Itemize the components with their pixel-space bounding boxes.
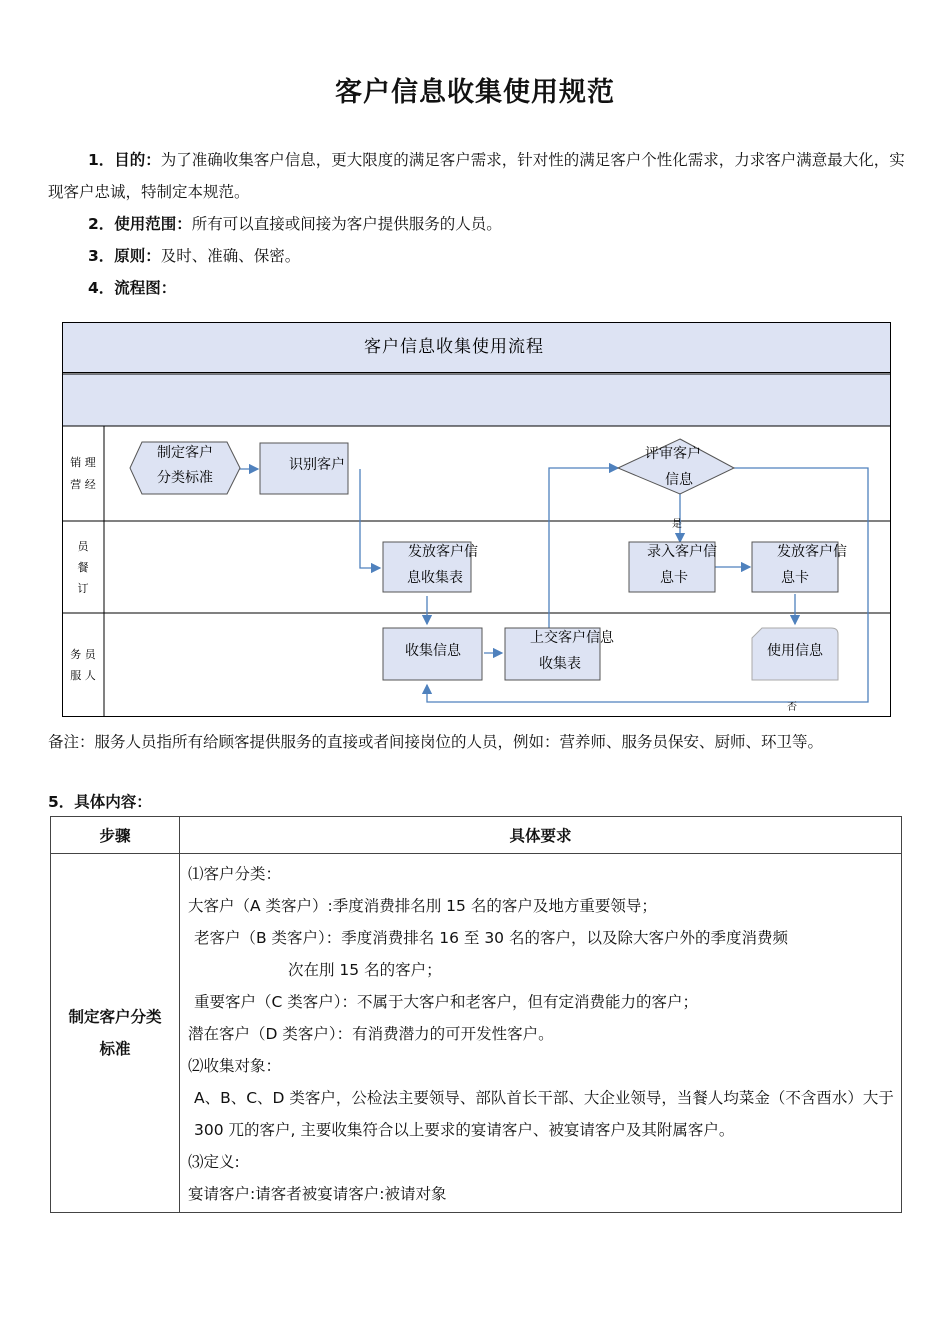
svg-text:销 理: 销 理 xyxy=(70,456,96,469)
node-identify-customer xyxy=(260,443,348,494)
svg-text:录入客户信: 录入客户信 xyxy=(647,544,717,560)
svg-text:息收集表: 息收集表 xyxy=(407,570,463,586)
svg-text:营 经: 营 经 xyxy=(70,478,96,491)
header-step: 步骤 xyxy=(51,817,180,854)
purpose-paragraph xyxy=(48,144,908,208)
svg-text:息卡: 息卡 xyxy=(781,570,809,586)
svg-text:服 人: 服 人 xyxy=(70,669,96,682)
svg-text:息卡: 息卡 xyxy=(660,570,688,586)
req-line: 宴请客户:请客者被宴请客户:被请对象 xyxy=(188,1185,447,1203)
page-title: 客户信息收集使用规范 xyxy=(335,77,615,108)
step-line: 标准 xyxy=(99,1040,131,1058)
svg-text:制定客户: 制定客户 xyxy=(157,445,213,461)
req-line: 重要客户（C 类客户）：不属于大客户和老客户，但有定消费能力的客户； xyxy=(194,993,699,1011)
header-requirement: 具体要求 xyxy=(180,817,902,854)
svg-text:分类标准: 分类标准 xyxy=(157,470,213,486)
req-line: ⑵收集对象： xyxy=(188,1057,282,1075)
node-collect-info xyxy=(383,628,482,680)
principle-text: 及时、准确、保密。 xyxy=(160,247,301,265)
svg-text:发放客户信: 发放客户信 xyxy=(408,544,478,560)
content-table xyxy=(50,816,902,1213)
yes-label: 是 xyxy=(672,519,682,530)
table-header-row xyxy=(51,817,902,854)
node-distribute-form xyxy=(383,542,478,592)
note-paragraph: 备注：服务人员指所有给顾客提供服务的直接或者间接岗位的人员，例如：营养师、服务员保安、厨师、环卫等。 xyxy=(48,733,824,751)
lane-label-2 xyxy=(78,540,90,595)
step-cell xyxy=(51,854,180,1213)
flowchart-heading: 4．流程图： xyxy=(88,279,177,297)
req-line: 老客户（B 类客户）：季度消费排名 16 至 30 名的客户，以及除大客户外的季度消费频 xyxy=(194,929,788,947)
req-line: ⑴客户分类： xyxy=(188,865,282,883)
scope-paragraph xyxy=(48,208,908,240)
flowchart xyxy=(62,322,891,717)
purpose-text: 为了准确收集客户信息，更大限度的满足客户需求，针对性的满足客户个性化需求，力求客户满意最大化，实现客户忠诚，特制定本规范。 xyxy=(48,151,905,201)
req-line: 大客户（A 类客户）:季度消费排名刖 15 名的客户及地方重要领导； xyxy=(188,897,657,915)
scope-label: 2．使用范围： xyxy=(88,215,192,233)
svg-text:评审客户: 评审客户 xyxy=(645,446,701,462)
svg-text:员: 员 xyxy=(77,540,89,553)
svg-text:使用信息: 使用信息 xyxy=(767,643,823,659)
scope-text: 所有可以直接或间接为客户提供服务的人员。 xyxy=(191,215,502,233)
svg-text:上交客户信息: 上交客户信息 xyxy=(530,630,614,646)
req-line: ⑶定义: xyxy=(188,1153,240,1171)
req-line: A、B、C、D 类客户，公检法主要领导、部队首长干部、大企业领导，当餐人均菜金（不含酉水）大于 300 兀的客户, 主要收集符合以上要求的宴请客户、被宴请客户及其附属客户。 xyxy=(194,1089,894,1139)
node-enter-card xyxy=(629,542,717,592)
svg-text:识别客户: 识别客户 xyxy=(289,457,345,473)
node-submit-form xyxy=(505,628,615,680)
no-label: 否 xyxy=(787,702,797,713)
svg-text:收集表: 收集表 xyxy=(539,656,581,672)
svg-text:务 员: 务 员 xyxy=(70,648,96,661)
req-line: 次在刖 15 名的客户； xyxy=(288,961,442,979)
principle-paragraph xyxy=(48,240,908,272)
purpose-label: 1．目的： xyxy=(88,151,161,169)
step-line: 制定客户分类 xyxy=(68,1008,162,1026)
requirement-cell xyxy=(180,854,902,1213)
table-row xyxy=(51,854,902,1213)
node-classification-standard xyxy=(130,442,240,494)
svg-text:订: 订 xyxy=(77,582,89,595)
svg-text:发放客户信: 发放客户信 xyxy=(777,544,847,560)
content-heading: 5．具体内容： xyxy=(48,793,152,811)
flow-header-band xyxy=(63,374,891,426)
svg-text:信息: 信息 xyxy=(665,472,693,488)
principle-label: 3．原则： xyxy=(88,247,161,265)
node-distribute-card xyxy=(752,542,847,592)
node-use-info xyxy=(752,628,838,680)
req-line: 潜在客户（D 类客户）：有消费潜力的可开发性客户。 xyxy=(188,1025,554,1043)
flow-title: 客户信息收集使用流程 xyxy=(364,337,544,357)
svg-text:收集信息: 收集信息 xyxy=(405,643,461,659)
svg-text:餐: 餐 xyxy=(77,561,89,574)
